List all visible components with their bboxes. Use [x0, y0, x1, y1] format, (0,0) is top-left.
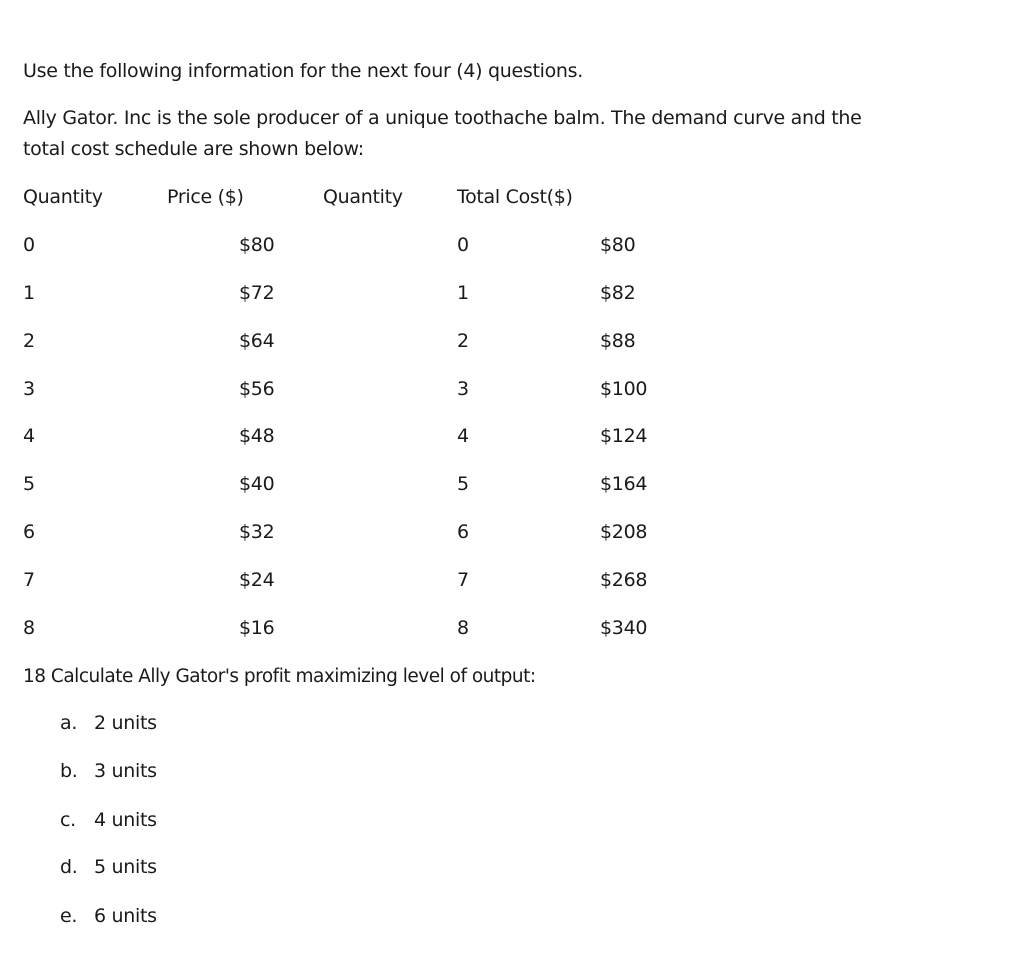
cell-quantity-2: 2: [457, 330, 469, 352]
cell-price: $16: [239, 617, 275, 639]
header-quantity: Quantity: [23, 186, 103, 208]
cell-quantity: 0: [23, 234, 35, 256]
header-total-cost: Total Cost($): [457, 186, 573, 208]
cell-quantity: 6: [23, 521, 35, 543]
cell-price: $32: [239, 521, 275, 543]
answer-option-b: [60, 760, 157, 782]
option-letter: d.: [60, 856, 78, 878]
answer-option-a: [60, 712, 157, 734]
cell-price: $64: [239, 330, 275, 352]
cell-quantity-2: 5: [457, 473, 469, 495]
cell-quantity: 2: [23, 330, 35, 352]
cell-quantity-2: 4: [457, 425, 469, 447]
cell-total-cost: $208: [600, 521, 648, 543]
option-letter: a.: [60, 712, 78, 734]
option-text: 4 units: [94, 809, 157, 831]
option-text: 6 units: [94, 905, 157, 927]
header-price: Price ($): [167, 186, 244, 208]
cell-total-cost: $124: [600, 425, 648, 447]
cell-total-cost: $340: [600, 617, 648, 639]
cell-total-cost: $268: [600, 569, 648, 591]
option-text: 5 units: [94, 856, 157, 878]
cell-price: $80: [239, 234, 275, 256]
cell-quantity-2: 6: [457, 521, 469, 543]
answer-option-c: [60, 809, 157, 831]
answer-option-d: [60, 856, 157, 878]
cell-total-cost: $82: [600, 282, 636, 304]
cell-quantity-2: 1: [457, 282, 469, 304]
question-18-text: 18 Calculate Ally Gator's profit maximizing level of output:: [23, 666, 536, 687]
cell-quantity: 7: [23, 569, 35, 591]
option-letter: e.: [60, 905, 78, 927]
cell-quantity-2: 0: [457, 234, 469, 256]
answer-option-e: [60, 905, 157, 927]
cell-price: $72: [239, 282, 275, 304]
cell-quantity: 8: [23, 617, 35, 639]
cell-total-cost: $88: [600, 330, 636, 352]
cell-quantity-2: 7: [457, 569, 469, 591]
cell-quantity-2: 8: [457, 617, 469, 639]
paragraph-line-2: total cost schedule are shown below:: [23, 138, 364, 160]
option-letter: b.: [60, 760, 78, 782]
cell-total-cost: $164: [600, 473, 648, 495]
paragraph-line-1: Ally Gator. Inc is the sole producer of a unique toothache balm. The demand curve and the: [23, 107, 862, 129]
intro-text: Use the following information for the next four (4) questions.: [23, 60, 584, 82]
option-letter: c.: [60, 809, 76, 831]
cell-quantity: 3: [23, 378, 35, 400]
cell-quantity: 5: [23, 473, 35, 495]
cell-price: $48: [239, 425, 275, 447]
option-text: 3 units: [94, 760, 157, 782]
header-quantity-2: Quantity: [323, 186, 403, 208]
cell-quantity-2: 3: [457, 378, 469, 400]
cell-price: $24: [239, 569, 275, 591]
cell-price: $40: [239, 473, 275, 495]
cell-quantity: 1: [23, 282, 35, 304]
cell-total-cost: $80: [600, 234, 636, 256]
cell-price: $56: [239, 378, 275, 400]
cell-quantity: 4: [23, 425, 35, 447]
cell-total-cost: $100: [600, 378, 648, 400]
option-text: 2 units: [94, 712, 157, 734]
